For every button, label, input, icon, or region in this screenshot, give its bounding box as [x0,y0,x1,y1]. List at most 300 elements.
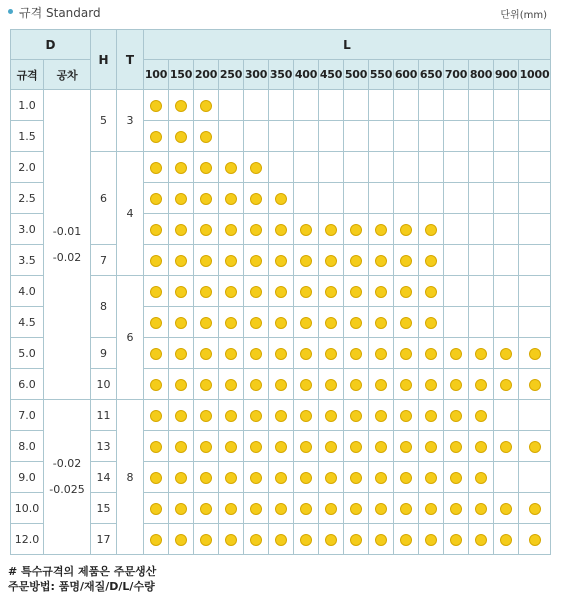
cell-availability [494,214,519,245]
available-dot-icon [250,224,262,236]
available-dot-icon [275,193,287,205]
cell-availability [219,121,244,152]
available-dot-icon [425,534,437,546]
cell-diameter: 9.0 [11,462,44,493]
cell-availability [244,183,269,214]
cell-availability [344,214,369,245]
available-dot-icon [225,162,237,174]
available-dot-icon [350,317,362,329]
available-dot-icon [300,286,312,298]
available-dot-icon [425,379,437,391]
available-dot-icon [475,379,487,391]
cell-availability [519,524,551,555]
cell-diameter: 2.5 [11,183,44,214]
available-dot-icon [400,379,412,391]
cell-availability [144,90,169,121]
cell-diameter: 7.0 [11,400,44,431]
available-dot-icon [300,317,312,329]
available-dot-icon [375,224,387,236]
available-dot-icon [529,441,541,453]
cell-availability [244,524,269,555]
cell-availability [194,245,219,276]
cell-height: 14 [91,462,117,493]
cell-height: 13 [91,431,117,462]
available-dot-icon [275,534,287,546]
cell-availability [419,524,444,555]
header-length: 500 [344,60,369,90]
cell-availability [144,431,169,462]
cell-diameter: 5.0 [11,338,44,369]
available-dot-icon [250,255,262,267]
available-dot-icon [200,441,212,453]
cell-availability [144,245,169,276]
cell-diameter: 1.5 [11,121,44,152]
cell-availability [144,214,169,245]
cell-availability [294,462,319,493]
cell-availability [419,338,444,369]
cell-availability [194,369,219,400]
cell-availability [144,462,169,493]
cell-availability [219,462,244,493]
available-dot-icon [425,317,437,329]
available-dot-icon [300,410,312,422]
cell-availability [519,400,551,431]
cell-availability [144,524,169,555]
cell-availability [444,90,469,121]
available-dot-icon [400,503,412,515]
tolerance-value: -0.02 [52,250,82,264]
available-dot-icon [350,441,362,453]
available-dot-icon [375,410,387,422]
cell-availability [319,369,344,400]
cell-availability [169,245,194,276]
cell-availability [419,214,444,245]
cell-availability [469,338,494,369]
cell-tolerance [44,90,91,400]
available-dot-icon [325,286,337,298]
header-length: 250 [219,60,244,90]
cell-availability [369,90,394,121]
tolerance-value: -0.01 [52,224,82,238]
available-dot-icon [150,348,162,360]
cell-availability [369,462,394,493]
tolerance-value: -0.02 [52,457,82,470]
cell-diameter: 4.5 [11,307,44,338]
available-dot-icon [300,348,312,360]
cell-availability [344,462,369,493]
available-dot-icon [150,100,162,112]
cell-availability [494,431,519,462]
available-dot-icon [300,472,312,484]
header-length: 200 [194,60,219,90]
cell-availability [169,462,194,493]
cell-availability [419,276,444,307]
cell-availability [269,183,294,214]
cell-availability [144,276,169,307]
cell-availability [394,338,419,369]
cell-availability [344,276,369,307]
cell-availability [419,307,444,338]
available-dot-icon [400,255,412,267]
available-dot-icon [325,224,337,236]
cell-availability [344,524,369,555]
available-dot-icon [500,348,512,360]
available-dot-icon [325,534,337,546]
cell-availability [194,90,219,121]
cell-availability [369,369,394,400]
cell-availability [394,369,419,400]
table-row [11,493,551,524]
table-row [11,276,551,307]
cell-height: 11 [91,400,117,431]
available-dot-icon [250,441,262,453]
header-tolerance: 공차 [44,60,91,90]
cell-availability [394,152,419,183]
available-dot-icon [200,224,212,236]
available-dot-icon [275,379,287,391]
available-dot-icon [275,286,287,298]
cell-availability [469,493,494,524]
available-dot-icon [175,410,187,422]
cell-availability [444,245,469,276]
cell-availability [244,214,269,245]
cell-availability [469,369,494,400]
available-dot-icon [225,441,237,453]
cell-height: 10 [91,369,117,400]
available-dot-icon [350,224,362,236]
cell-availability [294,431,319,462]
cell-availability [319,524,344,555]
available-dot-icon [529,348,541,360]
available-dot-icon [300,224,312,236]
available-dot-icon [150,224,162,236]
section-heading [8,3,101,23]
available-dot-icon [225,224,237,236]
cell-availability [519,183,551,214]
cell-diameter: 3.0 [11,214,44,245]
cell-availability [444,400,469,431]
cell-thickness: 6 [117,276,144,400]
header-length: 300 [244,60,269,90]
cell-availability [169,152,194,183]
cell-availability [494,400,519,431]
available-dot-icon [475,441,487,453]
cell-availability [519,152,551,183]
cell-availability [469,245,494,276]
available-dot-icon [275,441,287,453]
available-dot-icon [425,503,437,515]
cell-availability [169,183,194,214]
cell-availability [319,152,344,183]
available-dot-icon [425,286,437,298]
cell-availability [369,338,394,369]
cell-availability [294,307,319,338]
available-dot-icon [150,255,162,267]
cell-availability [219,245,244,276]
available-dot-icon [175,472,187,484]
header-length: 150 [169,60,194,90]
available-dot-icon [400,224,412,236]
cell-availability [419,462,444,493]
available-dot-icon [225,193,237,205]
cell-availability [269,276,294,307]
cell-availability [344,369,369,400]
cell-availability [319,493,344,524]
available-dot-icon [450,472,462,484]
cell-availability [469,183,494,214]
cell-availability [169,524,194,555]
available-dot-icon [375,348,387,360]
cell-availability [319,183,344,214]
header-length: 400 [294,60,319,90]
cell-availability [294,183,319,214]
available-dot-icon [475,534,487,546]
available-dot-icon [225,503,237,515]
available-dot-icon [500,534,512,546]
cell-availability [469,90,494,121]
cell-availability [244,245,269,276]
cell-availability [269,121,294,152]
cell-availability [444,276,469,307]
available-dot-icon [150,410,162,422]
cell-availability [519,462,551,493]
available-dot-icon [400,534,412,546]
cell-availability [319,462,344,493]
cell-diameter: 3.5 [11,245,44,276]
available-dot-icon [150,193,162,205]
cell-availability [319,431,344,462]
cell-availability [519,90,551,121]
cell-availability [494,183,519,214]
cell-availability [144,183,169,214]
available-dot-icon [350,255,362,267]
cell-availability [319,245,344,276]
cell-availability [494,524,519,555]
cell-availability [294,524,319,555]
available-dot-icon [175,100,187,112]
cell-availability [244,152,269,183]
available-dot-icon [200,534,212,546]
cell-diameter: 4.0 [11,276,44,307]
available-dot-icon [175,534,187,546]
available-dot-icon [529,503,541,515]
available-dot-icon [325,255,337,267]
available-dot-icon [500,379,512,391]
header-d: D [11,30,91,60]
cell-availability [169,276,194,307]
cell-availability [519,214,551,245]
cell-diameter: 2.0 [11,152,44,183]
header-length: 1000 [519,60,551,90]
table-row [11,90,551,121]
cell-availability [269,90,294,121]
available-dot-icon [425,255,437,267]
available-dot-icon [400,317,412,329]
cell-availability [444,307,469,338]
available-dot-icon [175,162,187,174]
cell-availability [494,121,519,152]
available-dot-icon [400,286,412,298]
available-dot-icon [250,286,262,298]
available-dot-icon [450,410,462,422]
cell-availability [194,307,219,338]
cell-availability [519,121,551,152]
cell-availability [144,400,169,431]
cell-availability [344,183,369,214]
cell-availability [394,214,419,245]
tolerance-value: -0.025 [49,483,85,496]
cell-availability [319,307,344,338]
table-row [11,152,551,183]
cell-availability [244,493,269,524]
available-dot-icon [375,534,387,546]
available-dot-icon [300,379,312,391]
cell-availability [169,121,194,152]
cell-availability [319,121,344,152]
cell-availability [344,307,369,338]
cell-availability [194,183,219,214]
available-dot-icon [375,472,387,484]
cell-availability [294,493,319,524]
cell-availability [319,276,344,307]
available-dot-icon [225,379,237,391]
cell-thickness: 8 [117,400,144,555]
available-dot-icon [175,317,187,329]
available-dot-icon [175,193,187,205]
available-dot-icon [150,441,162,453]
available-dot-icon [529,379,541,391]
cell-availability [369,307,394,338]
cell-height: 8 [91,276,117,338]
header-length: 600 [394,60,419,90]
available-dot-icon [450,348,462,360]
cell-availability [219,214,244,245]
cell-availability [494,276,519,307]
cell-availability [344,400,369,431]
available-dot-icon [425,472,437,484]
cell-availability [244,400,269,431]
cell-availability [294,245,319,276]
available-dot-icon [425,410,437,422]
cell-diameter: 6.0 [11,369,44,400]
cell-availability [444,462,469,493]
available-dot-icon [425,348,437,360]
cell-availability [219,369,244,400]
available-dot-icon [300,255,312,267]
available-dot-icon [475,348,487,360]
cell-availability [444,152,469,183]
cell-availability [519,307,551,338]
cell-availability [369,214,394,245]
available-dot-icon [350,348,362,360]
header-length: 900 [494,60,519,90]
available-dot-icon [200,379,212,391]
available-dot-icon [400,410,412,422]
cell-availability [494,245,519,276]
cell-availability [294,152,319,183]
cell-availability [294,400,319,431]
available-dot-icon [475,472,487,484]
cell-availability [244,338,269,369]
available-dot-icon [275,410,287,422]
cell-availability [469,400,494,431]
cell-availability [194,214,219,245]
available-dot-icon [175,503,187,515]
available-dot-icon [325,472,337,484]
cell-availability [419,369,444,400]
cell-availability [219,400,244,431]
cell-availability [494,493,519,524]
cell-availability [294,214,319,245]
available-dot-icon [200,472,212,484]
cell-availability [169,307,194,338]
cell-availability [419,400,444,431]
available-dot-icon [325,503,337,515]
cell-availability [144,493,169,524]
available-dot-icon [375,255,387,267]
cell-availability [419,121,444,152]
cell-diameter: 8.0 [11,431,44,462]
available-dot-icon [500,441,512,453]
available-dot-icon [200,503,212,515]
available-dot-icon [425,441,437,453]
available-dot-icon [200,348,212,360]
available-dot-icon [275,503,287,515]
available-dot-icon [529,534,541,546]
cell-availability [419,183,444,214]
available-dot-icon [350,410,362,422]
cell-availability [419,90,444,121]
cell-availability [169,214,194,245]
header-length: 700 [444,60,469,90]
cell-availability [269,214,294,245]
available-dot-icon [450,379,462,391]
cell-availability [394,307,419,338]
cell-availability [194,524,219,555]
available-dot-icon [375,286,387,298]
table-row [11,524,551,555]
cell-availability [344,338,369,369]
cell-availability [519,431,551,462]
cell-availability [219,152,244,183]
available-dot-icon [400,348,412,360]
cell-availability [294,338,319,369]
cell-height: 9 [91,338,117,369]
cell-availability [444,121,469,152]
available-dot-icon [200,317,212,329]
cell-availability [169,400,194,431]
cell-availability [219,307,244,338]
available-dot-icon [150,379,162,391]
order-notes [8,564,156,594]
available-dot-icon [200,410,212,422]
cell-availability [219,524,244,555]
cell-availability [394,90,419,121]
cell-availability [269,493,294,524]
cell-availability [144,307,169,338]
cell-availability [269,369,294,400]
cell-availability [244,431,269,462]
available-dot-icon [225,410,237,422]
cell-height: 7 [91,245,117,276]
available-dot-icon [300,441,312,453]
table-row [11,369,551,400]
cell-availability [469,307,494,338]
unit-label: 단위(mm) [500,10,547,21]
cell-diameter: 10.0 [11,493,44,524]
cell-availability [294,90,319,121]
available-dot-icon [150,162,162,174]
